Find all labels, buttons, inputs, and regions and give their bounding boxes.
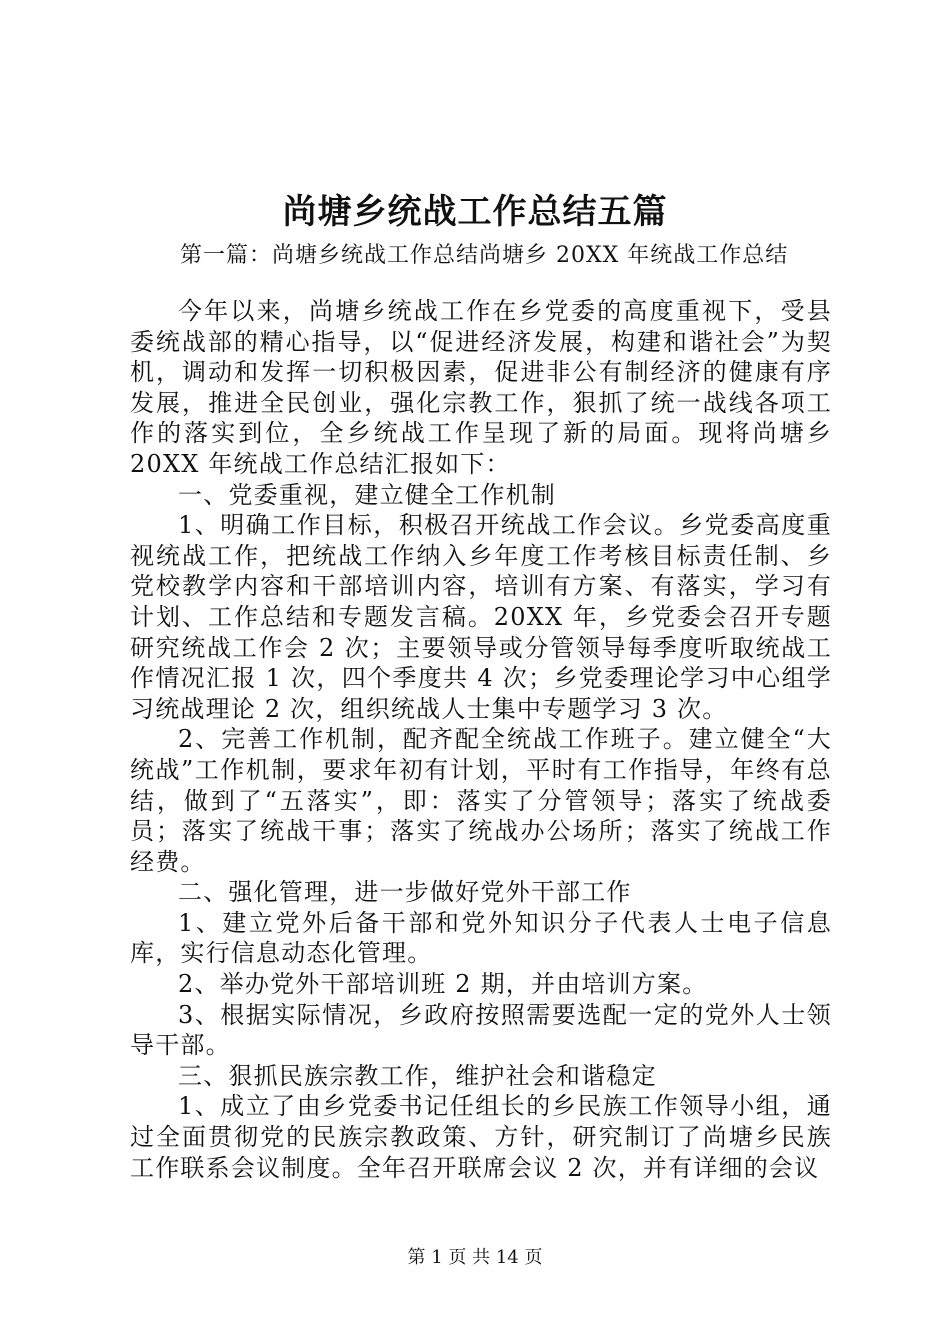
paragraph: 1、建立党外后备干部和党外知识分子代表人士电子信息库，实行信息动态化管理。 [130,908,832,968]
paragraph: 1、成立了由乡党委书记任组长的乡民族工作领导小组，通过全面贯彻党的民族宗教政策、方针，研究制订了尚塘乡民族工作联系会议制度。全年召开联席会议 2 次，并有详细的会议 [130,1092,832,1182]
paragraph: 3、根据实际情况，乡政府按照需要选配一定的党外人士领导干部。 [130,1000,832,1060]
document-subtitle: 第一篇：尚塘乡统战工作总结尚塘乡 20XX 年统战工作总结 [180,243,789,268]
section-heading: 三、狠抓民族宗教工作，维护社会和谐稳定 [178,1061,657,1090]
paragraph: 2、举办党外干部培训班 2 期，并由培训方案。 [178,970,708,999]
section-heading: 二、强化管理，进一步做好党外干部工作 [178,878,632,907]
page-number-footer: 第 1 页 共 14 页 [407,1247,543,1268]
paragraph: 1、明确工作目标，积极召开统战工作会议。乡党委高度重视统战工作，把统战工作纳入乡年度工作考核目标责任制、乡党校教学内容和干部培训内容，培训有方案、有落实，学习有计划、工作总结和专题发言稿。20XX 年，乡党委会召开专题研究统战工作会 2 次；主要领导或分管领导每季度听取统战工作情况汇报 1 次，四个季度共 4 次；乡党委理论学习中心组学习统战理论 2 次，组织统战人士集中专题学习 3 次。 [130,511,832,723]
paragraph: 今年以来，尚塘乡统战工作在乡党委的高度重视下，受县委统战部的精心指导，以“促进经济发展，构建和谐社会”为契机，调动和发挥一切积极因素，促进非公有制经济的健康有序发展，推进全民创业，强化宗教工作，狠抓了统一战线各项工作的落实到位，全乡统战工作呈现了新的局面。现将尚塘乡 20XX 年统战工作总结汇报如下： [130,297,832,478]
document-body [130,296,832,1183]
document-title: 尚塘乡统战工作总结五篇 [282,192,668,232]
paragraph: 2、完善工作机制，配齐配全统战工作班子。建立健全“大统战”工作机制，要求年初有计划，平时有工作指导，年终有总结，做到了“五落实”，即：落实了分管领导；落实了统战委员；落实了统战干事；落实了统战办公场所；落实了统战工作经费。 [130,725,832,876]
section-heading: 一、党委重视，建立健全工作机制 [178,480,556,509]
